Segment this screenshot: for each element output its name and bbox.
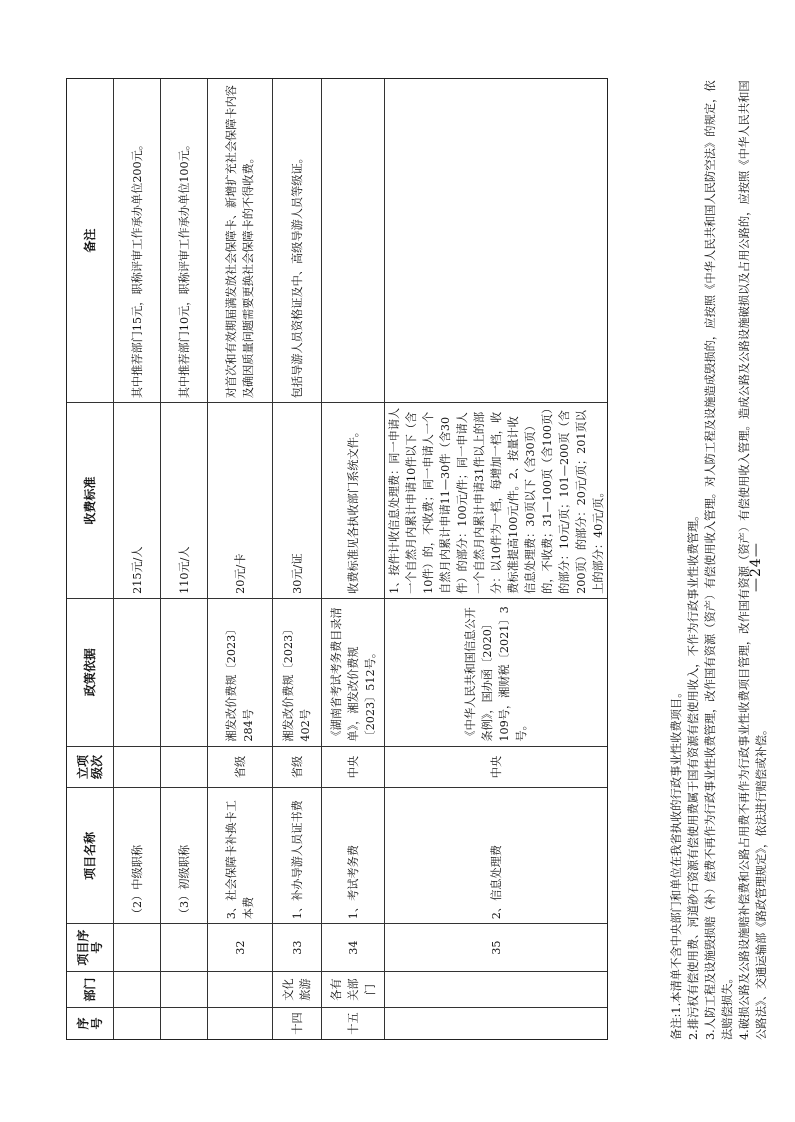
cell-seq [208,1007,272,1039]
cell-standard: 收费标准见各执收部门系统文件。 [322,402,384,598]
header-level: 立项级次 [67,746,113,788]
footnote: 2.排污权有偿使用费、河道砂石资源有偿使用费属于国有资源有偿使用收入，不作为行政事业性收费管理。 [687,509,700,1040]
header-item-no: 项目序号 [67,923,113,971]
cell-item-name: 1、补办导游人员证书费 [273,787,321,923]
cell-item-no: 32 [208,923,272,971]
cell-seq [114,1007,160,1039]
cell-level [161,746,207,788]
cell-dept [114,971,160,1007]
cell-item-no [114,923,160,971]
cell-dept [161,971,207,1007]
cell-remarks: 对首次和有效期届满发放社会保障卡、新增扩充社会保障卡内容及确因质量问题需要更换社会保障卡的不得收费。 [225,85,255,399]
cell-basis: 《湖南省考试考务费目录清单》，湘发改价费规〔2023〕512号。 [322,598,384,746]
cell-remarks: 其中推荐部门10元，职称评审工作承办单位100元。 [177,138,191,399]
cell-basis [114,598,160,746]
cell-remarks: 其中推荐部门15元，职称评审工作承办单位200元。 [130,138,144,399]
cell-item-name: （2）中级职称 [114,787,160,923]
cell-remarks [385,79,607,402]
header-basis: 政策依据 [67,598,113,746]
cell-standard: 110元/人 [161,402,207,598]
header-dept: 部门 [67,971,113,1007]
cell-level: 省级 [208,746,272,788]
cell-remarks: 包括导游人员资格证及中、高级导游人员等级证。 [290,152,304,399]
cell-seq: 十五 [322,1007,384,1039]
cell-item-name: 3、社会保障卡补换卡工本费 [208,787,272,923]
cell-basis [161,598,207,746]
footnote: 备注:1.本清单不含中央部门和单位在我省执收的行政事业性收费项目。 [670,686,683,1040]
header-seq: 序号 [67,1007,113,1039]
table-row [385,79,607,1039]
fee-table [66,78,608,1040]
cell-seq: 十四 [273,1007,321,1039]
header-standard: 收费标准 [67,402,113,598]
cell-level: 中央 [322,746,384,788]
cell-level: 省级 [273,746,321,788]
cell-item-no: 35 [385,923,607,971]
cell-dept [385,971,607,1007]
table-row [322,79,385,1039]
footnote: 3.人防工程及设施毁损赔（补）偿费不再作为行政事业性收费管理，改作国有资源（资产）有偿使用收入管理。对人防工程及设施造成毁损的，应按照《中华人民共和国人民防空法》的规定，依法赔偿损失。 [704,80,734,1040]
cell-dept: 各有关部门 [322,971,384,1007]
cell-level: 中央 [385,746,607,788]
table-row [208,79,273,1039]
cell-dept [208,971,272,1007]
cell-standard: 1、按件计收信息处理费：同一申请人一个自然月内累计申请10件以下（含10件）的，不收费；同一申请人一个自然月内累计申请11—30件（含30件）的部分：100元/件；同一申请人一个自然月内累计申请31件以上的部分：以10件为一档，每增加一档，收费标准提高100元/件。2、按量计收信息处理费：30页以下（含30页）的，不收费；31—100页（含100页）的部分：10元/页；101—200页（含200页）的部分：20元/页；201页以上的部分：40元/页。 [385,402,607,598]
cell-item-no: 34 [322,923,384,971]
cell-standard: 215元/人 [114,402,160,598]
header-item-name: 项目名称 [67,787,113,923]
table-row [114,79,161,1039]
cell-seq [385,1007,607,1039]
cell-basis: 湘发改价费规〔2023〕284号 [208,598,272,746]
footnote: 4.破损公路及公路设施赔补偿费和公路占用费不再作为行政事业性收费项目管理，改作国有资源（资产）有偿使用收入管理。造成公路及公路设施破损以及占用公路的，应按照《中华人民共和国公路法》、交通运输部《路政管理规定》，依法进行赔偿或补偿。 [738,80,768,1040]
table-row [161,79,208,1039]
table-header-row [67,79,114,1039]
cell-standard: 30元/证 [273,402,321,598]
cell-basis: 《中华人民共和国信息公开条例》，国办函〔2020〕109号，湘财税〔2021〕3号。 [385,598,607,746]
cell-dept: 文化旅游 [273,971,321,1007]
cell-basis: 湘发改价费规〔2023〕402号 [273,598,321,746]
cell-remarks [322,79,384,402]
cell-item-name: （3）初级职称 [161,787,207,923]
header-remarks: 备注 [83,228,97,253]
cell-item-no: 33 [273,923,321,971]
cell-item-no [161,923,207,971]
cell-standard: 20元/卡 [208,402,272,598]
page-number: —24— [748,542,764,592]
table-row [273,79,322,1039]
cell-item-name: 1、考试考务费 [322,787,384,923]
cell-item-name: 2、信息处理费 [385,787,607,923]
cell-seq [161,1007,207,1039]
cell-level [114,746,160,788]
